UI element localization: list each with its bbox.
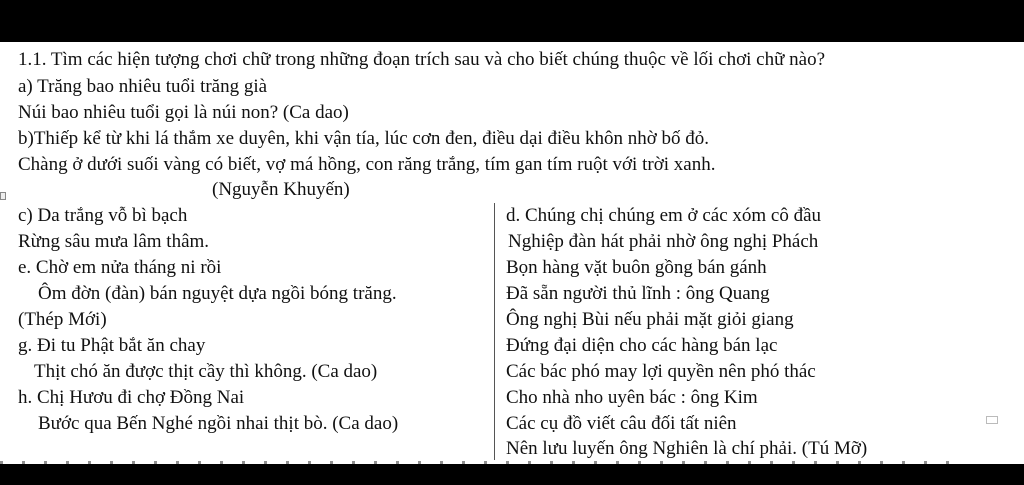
document-page [0, 42, 1024, 464]
right-line-10: Nên lưu luyến ông Nghiên là chí phải. (Tú Mỡ) [506, 438, 868, 459]
right-line-4: Đã sẵn người thủ lĩnh : ông Quang [506, 283, 770, 304]
left-line-1: c) Da trắng vỗ bì bạch [18, 205, 188, 226]
right-line-6: Đứng đại diện cho các hàng bán lạc [506, 335, 778, 356]
text-line-a2: Núi bao nhiêu tuổi gọi là núi non? (Ca dao) [18, 102, 349, 123]
left-line-8: h. Chị Hươu đi chợ Đồng Nai [18, 387, 245, 408]
right-line-5: Ông nghị Bùi nếu phải mặt giỏi giang [506, 309, 794, 330]
right-line-1: d. Chúng chị chúng em ở các xóm cô đầu [506, 205, 822, 226]
right-line-9: Các cụ đồ viết câu đối tất niên [506, 413, 737, 434]
paragraph-marker [0, 192, 6, 200]
text-line-b1: b)Thiếp kể từ khi lá thắm xe duyên, khi vận tía, lúc cơn đen, điều dại điều khôn nhờ bố đỏ. [18, 128, 710, 149]
column-divider [494, 203, 495, 460]
left-line-2: Rừng sâu mưa lâm thâm. [18, 231, 210, 252]
left-line-4: Ôm đờn (đàn) bán nguyệt dựa ngồi bóng trăng. [38, 283, 397, 304]
left-line-6: g. Đi tu Phật bắt ăn chay [18, 335, 206, 356]
left-line-7: Thịt chó ăn được thịt cầy thì không. (Ca dao) [34, 361, 378, 382]
right-line-7: Các bác phó may lợi quyền nên phó thác [506, 361, 816, 382]
left-line-3: e. Chờ em nửa tháng ni rồi [18, 257, 222, 278]
exercise-title: 1.1. Tìm các hiện tượng chơi chữ trong những đoạn trích sau và cho biết chúng thuộc về lối chơi chữ nào? [18, 49, 826, 70]
corner-handle [986, 416, 998, 424]
left-line-5: (Thép Mới) [18, 309, 107, 330]
text-line-b2: Chàng ở dưới suối vàng có biết, vợ má hồng, con răng trắng, tím gan tím ruột với trời xanh. [18, 154, 716, 175]
left-line-9: Bước qua Bến Nghé ngồi nhai thịt bò. (Ca dao) [38, 413, 399, 434]
bottom-dark-band [0, 464, 1024, 485]
right-line-3: Bọn hàng vặt buôn gồng bán gánh [506, 257, 767, 278]
right-line-8: Cho nhà nho uyên bác : ông Kim [506, 387, 758, 408]
right-line-2: Nghiệp đàn hát phải nhờ ông nghị Phách [508, 231, 819, 252]
text-line-b-author: (Nguyễn Khuyến) [212, 179, 350, 200]
text-line-a1: a) Trăng bao nhiêu tuổi trăng già [18, 76, 268, 97]
